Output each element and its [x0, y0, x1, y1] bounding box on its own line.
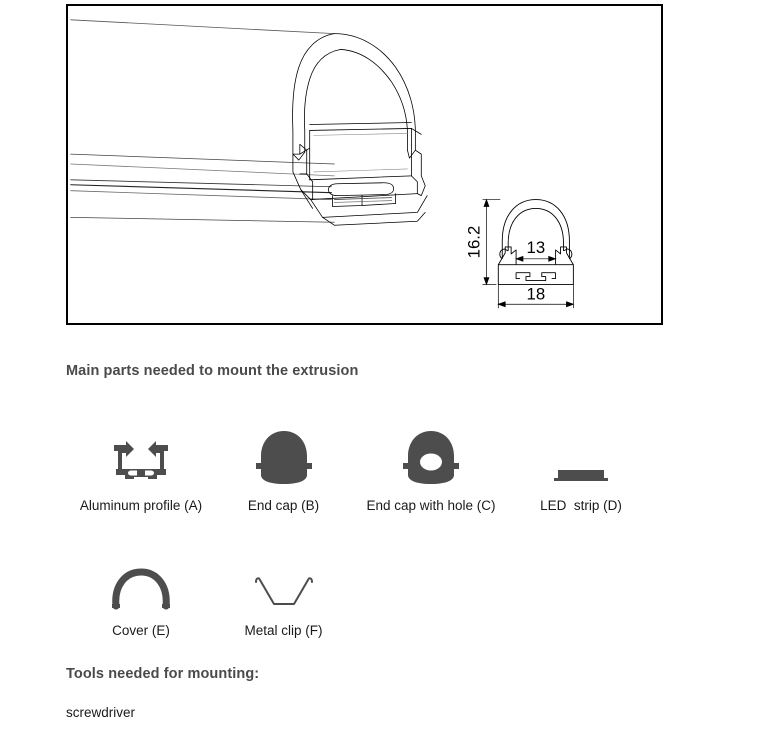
part-label-cover: Cover (E) — [112, 623, 170, 638]
aluminum-profile-icon — [104, 425, 178, 487]
tools-list-text: screwdriver — [66, 705, 136, 720]
end-cap-icon — [250, 425, 318, 487]
end-cap-with-hole-icon — [397, 425, 465, 487]
dimension-inner-width-label: 13 — [526, 237, 546, 257]
part-label-end-cap-with-hole: End cap with hole (C) — [366, 498, 496, 513]
end-cap-hole — [420, 454, 442, 471]
led-strip-icon — [551, 425, 611, 487]
parts-row-first — [66, 425, 726, 514]
part-item-end-cap — [216, 425, 351, 514]
part-label-aluminum-profile: Aluminum profile (A) — [79, 498, 203, 513]
main-parts-heading: Main parts needed to mount the extrusion — [66, 363, 359, 379]
technical-drawing-svg — [68, 6, 661, 323]
technical-drawing-frame — [66, 4, 663, 325]
extrusion-perspective-drawing — [71, 20, 428, 225]
part-label-led-strip: LED strip (D) — [540, 498, 622, 513]
part-item-aluminum-profile — [66, 425, 216, 514]
parts-row-second — [66, 550, 726, 639]
metal-clip-icon — [248, 550, 320, 612]
dimension-outer-width-label: 18 — [526, 284, 546, 304]
dimension-height-label: 16.2 — [464, 225, 484, 259]
part-label-metal-clip: Metal clip (F) — [244, 623, 323, 638]
part-label-end-cap: End cap (B) — [247, 498, 320, 513]
cover-icon — [106, 550, 176, 612]
part-item-end-cap-with-hole — [351, 425, 511, 514]
part-item-led-strip — [511, 425, 651, 514]
part-item-metal-clip — [216, 550, 351, 639]
tools-heading: Tools needed for mounting: — [66, 666, 260, 682]
part-item-cover — [66, 550, 216, 639]
